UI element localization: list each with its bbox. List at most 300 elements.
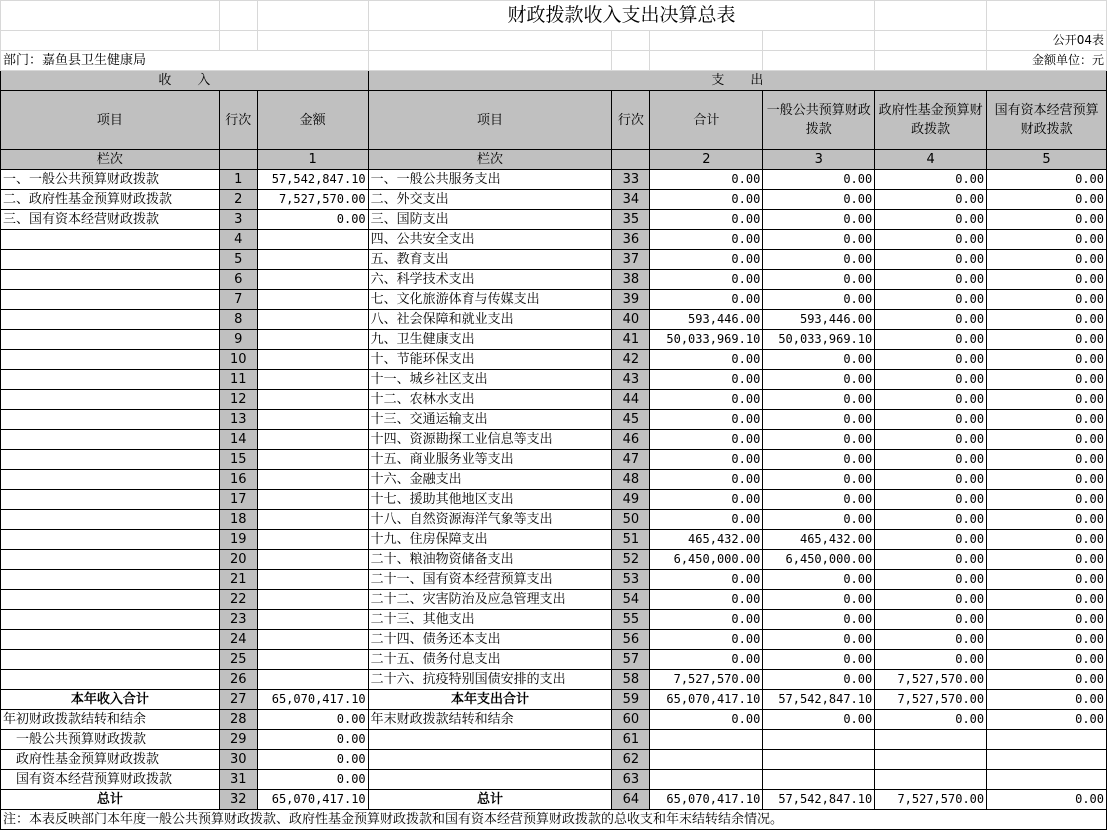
expense-item: 五、教育支出	[368, 250, 612, 270]
expense-row-no: 47	[612, 450, 650, 470]
income-amount	[257, 410, 368, 430]
expense-state-capital: 0.00	[987, 570, 1107, 590]
income-item	[1, 570, 220, 590]
expense-total	[650, 730, 763, 750]
income-amount	[257, 670, 368, 690]
income-amount	[257, 590, 368, 610]
income-item	[1, 610, 220, 630]
expense-general: 0.00	[763, 490, 875, 510]
expense-general: 0.00	[763, 450, 875, 470]
income-item	[1, 310, 220, 330]
expense-state-capital: 0.00	[987, 270, 1107, 290]
expense-item: 二十三、其他支出	[368, 610, 612, 630]
expense-gov-fund: 0.00	[875, 310, 987, 330]
table-row	[1, 730, 1107, 750]
income-row-no: 9	[219, 330, 257, 350]
expense-row-no: 53	[612, 570, 650, 590]
expense-state-capital: 0.00	[987, 650, 1107, 670]
expense-total: 0.00	[650, 450, 763, 470]
income-row-no: 23	[219, 610, 257, 630]
income-amount	[257, 650, 368, 670]
income-item	[1, 390, 220, 410]
expense-item: 二、外交支出	[368, 190, 612, 210]
income-amount: 0.00	[257, 750, 368, 770]
expense-item: 九、卫生健康支出	[368, 330, 612, 350]
expense-row-no: 43	[612, 370, 650, 390]
expense-total: 6,450,000.00	[650, 550, 763, 570]
expense-state-capital: 0.00	[987, 330, 1107, 350]
table-row	[1, 750, 1107, 770]
expense-row-no: 36	[612, 230, 650, 250]
table-row	[1, 370, 1107, 390]
expense-item: 年末财政拨款结转和结余	[368, 710, 612, 730]
income-item	[1, 290, 220, 310]
expense-row-no: 59	[612, 690, 650, 710]
income-amount	[257, 250, 368, 270]
income-amount: 7,527,570.00	[257, 190, 368, 210]
expense-state-capital: 0.00	[987, 310, 1107, 330]
expense-item: 十四、资源勘探工业信息等支出	[368, 430, 612, 450]
expense-item: 十二、农林水支出	[368, 390, 612, 410]
table-row	[1, 350, 1107, 370]
expense-item: 八、社会保障和就业支出	[368, 310, 612, 330]
expense-gov-fund: 0.00	[875, 370, 987, 390]
expense-gov-fund: 0.00	[875, 330, 987, 350]
expense-total: 0.00	[650, 230, 763, 250]
expense-item: 十一、城乡社区支出	[368, 370, 612, 390]
income-item	[1, 250, 220, 270]
expense-total: 0.00	[650, 650, 763, 670]
expense-general: 0.00	[763, 630, 875, 650]
col-income-row-no: 行次	[219, 91, 257, 150]
expense-item: 十五、商业服务业等支出	[368, 450, 612, 470]
income-row-no: 4	[219, 230, 257, 250]
expense-item: 二十二、灾害防治及应急管理支出	[368, 590, 612, 610]
income-amount	[257, 530, 368, 550]
income-item: 年初财政拨款结转和结余	[1, 710, 220, 730]
col-gov-fund: 政府性基金预算财政拨款	[875, 91, 987, 150]
expense-general: 0.00	[763, 230, 875, 250]
income-row-no: 6	[219, 270, 257, 290]
expense-state-capital: 0.00	[987, 530, 1107, 550]
table-row	[1, 310, 1107, 330]
expense-row-no: 60	[612, 710, 650, 730]
table-row	[1, 430, 1107, 450]
expense-general: 0.00	[763, 470, 875, 490]
income-amount	[257, 230, 368, 250]
table-row	[1, 470, 1107, 490]
expense-gov-fund: 0.00	[875, 490, 987, 510]
income-item	[1, 510, 220, 530]
expense-gov-fund: 0.00	[875, 350, 987, 370]
footnote: 注：本表反映部门本年度一般公共预算财政拨款、政府性基金预算财政拨款和国有资本经营预算财政拨款的总收支和年末结转结余情况。	[1, 810, 1107, 830]
expense-row-no: 62	[612, 750, 650, 770]
expense-total: 0.00	[650, 350, 763, 370]
expense-total	[650, 750, 763, 770]
income-row-no: 32	[219, 790, 257, 810]
table-row	[1, 610, 1107, 630]
income-row-no: 21	[219, 570, 257, 590]
expense-row-no: 44	[612, 390, 650, 410]
income-item	[1, 230, 220, 250]
income-item	[1, 550, 220, 570]
lanci-label: 栏次	[368, 150, 612, 170]
expense-gov-fund: 0.00	[875, 210, 987, 230]
table-row	[1, 690, 1107, 710]
expense-general: 0.00	[763, 590, 875, 610]
table-row	[1, 510, 1107, 530]
expense-row-no: 63	[612, 770, 650, 790]
income-row-no: 31	[219, 770, 257, 790]
expense-total: 0.00	[650, 210, 763, 230]
table-row	[1, 490, 1107, 510]
lanci-col-1: 1	[257, 150, 368, 170]
income-row-no: 17	[219, 490, 257, 510]
expense-item: 总计	[368, 790, 612, 810]
expense-total: 465,432.00	[650, 530, 763, 550]
income-item	[1, 670, 220, 690]
income-amount	[257, 350, 368, 370]
expense-gov-fund: 0.00	[875, 510, 987, 530]
income-amount: 0.00	[257, 770, 368, 790]
income-amount: 65,070,417.10	[257, 690, 368, 710]
expense-row-no: 40	[612, 310, 650, 330]
table-row	[1, 590, 1107, 610]
income-amount	[257, 270, 368, 290]
income-row-no: 24	[219, 630, 257, 650]
table-row	[1, 170, 1107, 190]
income-row-no: 20	[219, 550, 257, 570]
expense-general: 0.00	[763, 190, 875, 210]
expense-row-no: 50	[612, 510, 650, 530]
income-item	[1, 470, 220, 490]
income-amount	[257, 490, 368, 510]
income-item: 政府性基金预算财政拨款	[1, 750, 220, 770]
expense-row-no: 58	[612, 670, 650, 690]
income-row-no: 28	[219, 710, 257, 730]
table-row	[1, 410, 1107, 430]
expense-total: 0.00	[650, 490, 763, 510]
income-item	[1, 330, 220, 350]
expense-state-capital: 0.00	[987, 670, 1107, 690]
expense-item: 十八、自然资源海洋气象等支出	[368, 510, 612, 530]
expense-gov-fund: 0.00	[875, 630, 987, 650]
expense-total: 0.00	[650, 190, 763, 210]
income-item: 二、政府性基金预算财政拨款	[1, 190, 220, 210]
income-amount	[257, 610, 368, 630]
expense-item: 十、节能环保支出	[368, 350, 612, 370]
expense-total: 65,070,417.10	[650, 690, 763, 710]
expense-item: 二十五、债务付息支出	[368, 650, 612, 670]
expense-row-no: 52	[612, 550, 650, 570]
expense-general: 0.00	[763, 710, 875, 730]
expense-item	[368, 770, 612, 790]
expense-state-capital: 0.00	[987, 510, 1107, 530]
expense-gov-fund: 7,527,570.00	[875, 790, 987, 810]
expense-state-capital: 0.00	[987, 410, 1107, 430]
income-amount: 0.00	[257, 730, 368, 750]
expense-total: 593,446.00	[650, 310, 763, 330]
table-row	[1, 230, 1107, 250]
expense-state-capital: 0.00	[987, 710, 1107, 730]
income-item: 三、国有资本经营财政拨款	[1, 210, 220, 230]
expense-state-capital: 0.00	[987, 370, 1107, 390]
expense-general: 57,542,847.10	[763, 790, 875, 810]
expense-item: 四、公共安全支出	[368, 230, 612, 250]
lanci-label: 栏次	[1, 150, 220, 170]
income-row-no: 12	[219, 390, 257, 410]
expense-item: 一、一般公共服务支出	[368, 170, 612, 190]
expense-general: 0.00	[763, 510, 875, 530]
expense-row-no: 57	[612, 650, 650, 670]
income-amount	[257, 290, 368, 310]
income-amount	[257, 330, 368, 350]
expense-total: 0.00	[650, 270, 763, 290]
expense-state-capital	[987, 770, 1107, 790]
income-row-no: 26	[219, 670, 257, 690]
expense-item: 十七、援助其他地区支出	[368, 490, 612, 510]
expense-total: 50,033,969.10	[650, 330, 763, 350]
income-item	[1, 490, 220, 510]
expense-row-no: 41	[612, 330, 650, 350]
expense-state-capital: 0.00	[987, 610, 1107, 630]
table-row	[1, 790, 1107, 810]
expense-general: 0.00	[763, 170, 875, 190]
expense-state-capital: 0.00	[987, 250, 1107, 270]
expense-general: 50,033,969.10	[763, 330, 875, 350]
expense-gov-fund: 0.00	[875, 250, 987, 270]
expense-total: 0.00	[650, 250, 763, 270]
expense-general: 0.00	[763, 370, 875, 390]
expense-general: 6,450,000.00	[763, 550, 875, 570]
expense-item: 二十四、债务还本支出	[368, 630, 612, 650]
table-row	[1, 330, 1107, 350]
expense-state-capital: 0.00	[987, 630, 1107, 650]
expense-general: 0.00	[763, 270, 875, 290]
expense-gov-fund: 0.00	[875, 450, 987, 470]
income-row-no: 7	[219, 290, 257, 310]
expense-state-capital: 0.00	[987, 350, 1107, 370]
department-label: 部门：嘉鱼县卫生健康局	[1, 51, 369, 71]
income-item	[1, 450, 220, 470]
expense-row-no: 54	[612, 590, 650, 610]
expense-gov-fund: 7,527,570.00	[875, 670, 987, 690]
lanci-col-3: 3	[763, 150, 875, 170]
expense-row-no: 33	[612, 170, 650, 190]
income-row-no: 1	[219, 170, 257, 190]
expense-general	[763, 730, 875, 750]
expense-total: 0.00	[650, 570, 763, 590]
income-item	[1, 270, 220, 290]
expense-gov-fund	[875, 770, 987, 790]
expense-state-capital: 0.00	[987, 690, 1107, 710]
expense-general: 0.00	[763, 570, 875, 590]
expense-row-no: 51	[612, 530, 650, 550]
expense-state-capital: 0.00	[987, 190, 1107, 210]
income-row-no: 18	[219, 510, 257, 530]
table-row	[1, 630, 1107, 650]
expense-row-no: 48	[612, 470, 650, 490]
expense-item: 十三、交通运输支出	[368, 410, 612, 430]
expense-state-capital: 0.00	[987, 450, 1107, 470]
income-item: 一般公共预算财政拨款	[1, 730, 220, 750]
expense-row-no: 42	[612, 350, 650, 370]
income-item	[1, 630, 220, 650]
income-row-no: 5	[219, 250, 257, 270]
income-header: 收 入	[1, 71, 369, 91]
income-amount	[257, 310, 368, 330]
expense-general: 57,542,847.10	[763, 690, 875, 710]
income-item	[1, 370, 220, 390]
table-row	[1, 250, 1107, 270]
expense-total: 0.00	[650, 290, 763, 310]
income-amount	[257, 390, 368, 410]
expense-item: 七、文化旅游体育与传媒支出	[368, 290, 612, 310]
expense-row-no: 46	[612, 430, 650, 450]
expense-state-capital: 0.00	[987, 590, 1107, 610]
expense-gov-fund: 0.00	[875, 290, 987, 310]
report-title: 财政拨款收入支出决算总表	[368, 1, 875, 31]
income-row-no: 8	[219, 310, 257, 330]
col-expense-row-no: 行次	[612, 91, 650, 150]
income-row-no: 15	[219, 450, 257, 470]
expense-gov-fund: 0.00	[875, 390, 987, 410]
expense-general: 0.00	[763, 430, 875, 450]
expense-row-no: 64	[612, 790, 650, 810]
expense-gov-fund	[875, 730, 987, 750]
income-item: 一、一般公共预算财政拨款	[1, 170, 220, 190]
expense-row-no: 55	[612, 610, 650, 630]
income-amount: 57,542,847.10	[257, 170, 368, 190]
expense-item: 三、国防支出	[368, 210, 612, 230]
expense-gov-fund: 0.00	[875, 570, 987, 590]
expense-general: 0.00	[763, 670, 875, 690]
expense-gov-fund: 0.00	[875, 190, 987, 210]
col-total: 合计	[650, 91, 763, 150]
expense-gov-fund: 0.00	[875, 610, 987, 630]
table-row	[1, 650, 1107, 670]
col-income-amount: 金额	[257, 91, 368, 150]
expense-gov-fund: 0.00	[875, 590, 987, 610]
expense-gov-fund: 0.00	[875, 270, 987, 290]
expense-item: 六、科学技术支出	[368, 270, 612, 290]
table-row	[1, 570, 1107, 590]
income-item	[1, 410, 220, 430]
expense-general: 0.00	[763, 350, 875, 370]
expense-gov-fund: 0.00	[875, 550, 987, 570]
expense-state-capital: 0.00	[987, 210, 1107, 230]
expense-general	[763, 750, 875, 770]
expense-gov-fund: 0.00	[875, 530, 987, 550]
income-item	[1, 530, 220, 550]
income-row-no: 13	[219, 410, 257, 430]
expense-row-no: 61	[612, 730, 650, 750]
income-row-no: 2	[219, 190, 257, 210]
expense-row-no: 34	[612, 190, 650, 210]
table-row	[1, 210, 1107, 230]
expense-total: 0.00	[650, 410, 763, 430]
expense-general: 0.00	[763, 650, 875, 670]
income-amount	[257, 430, 368, 450]
expense-general	[763, 770, 875, 790]
income-row-no: 16	[219, 470, 257, 490]
expense-gov-fund: 0.00	[875, 470, 987, 490]
expense-state-capital: 0.00	[987, 790, 1107, 810]
income-row-no: 11	[219, 370, 257, 390]
expense-gov-fund: 0.00	[875, 170, 987, 190]
lanci-col-2: 2	[650, 150, 763, 170]
expense-state-capital: 0.00	[987, 430, 1107, 450]
table-row	[1, 770, 1107, 790]
expense-state-capital: 0.00	[987, 290, 1107, 310]
income-amount: 0.00	[257, 710, 368, 730]
table-row	[1, 550, 1107, 570]
expense-general: 0.00	[763, 290, 875, 310]
expense-total: 0.00	[650, 390, 763, 410]
expense-gov-fund	[875, 750, 987, 770]
table-row	[1, 190, 1107, 210]
income-item	[1, 350, 220, 370]
income-row-no: 25	[219, 650, 257, 670]
expense-general: 0.00	[763, 210, 875, 230]
expense-general: 0.00	[763, 610, 875, 630]
expense-row-no: 37	[612, 250, 650, 270]
table-row	[1, 710, 1107, 730]
income-amount	[257, 370, 368, 390]
table-row	[1, 290, 1107, 310]
expense-state-capital: 0.00	[987, 490, 1107, 510]
expense-item: 二十、粮油物资储备支出	[368, 550, 612, 570]
income-amount	[257, 570, 368, 590]
income-row-no: 19	[219, 530, 257, 550]
income-amount: 0.00	[257, 210, 368, 230]
income-row-no: 10	[219, 350, 257, 370]
expense-total: 0.00	[650, 510, 763, 530]
expense-state-capital: 0.00	[987, 170, 1107, 190]
expense-total: 7,527,570.00	[650, 670, 763, 690]
expense-item	[368, 750, 612, 770]
income-row-no: 27	[219, 690, 257, 710]
income-amount	[257, 630, 368, 650]
income-amount	[257, 470, 368, 490]
expense-total: 0.00	[650, 430, 763, 450]
expense-general: 0.00	[763, 390, 875, 410]
expense-general: 593,446.00	[763, 310, 875, 330]
expense-total	[650, 770, 763, 790]
col-general-budget: 一般公共预算财政拨款	[763, 91, 875, 150]
expense-gov-fund: 0.00	[875, 230, 987, 250]
income-item	[1, 650, 220, 670]
expense-item: 二十六、抗疫特别国债安排的支出	[368, 670, 612, 690]
income-row-no: 30	[219, 750, 257, 770]
income-row-no: 22	[219, 590, 257, 610]
table-row	[1, 450, 1107, 470]
lanci-col-5: 5	[987, 150, 1107, 170]
expense-total: 0.00	[650, 370, 763, 390]
unit-label: 金额单位：元	[987, 51, 1107, 71]
table-row	[1, 270, 1107, 290]
expense-row-no: 49	[612, 490, 650, 510]
expense-general: 0.00	[763, 250, 875, 270]
expense-gov-fund: 0.00	[875, 410, 987, 430]
income-item	[1, 430, 220, 450]
expense-item: 本年支出合计	[368, 690, 612, 710]
income-amount	[257, 510, 368, 530]
expense-total: 0.00	[650, 630, 763, 650]
expense-row-no: 35	[612, 210, 650, 230]
expense-state-capital: 0.00	[987, 390, 1107, 410]
table-row	[1, 670, 1107, 690]
